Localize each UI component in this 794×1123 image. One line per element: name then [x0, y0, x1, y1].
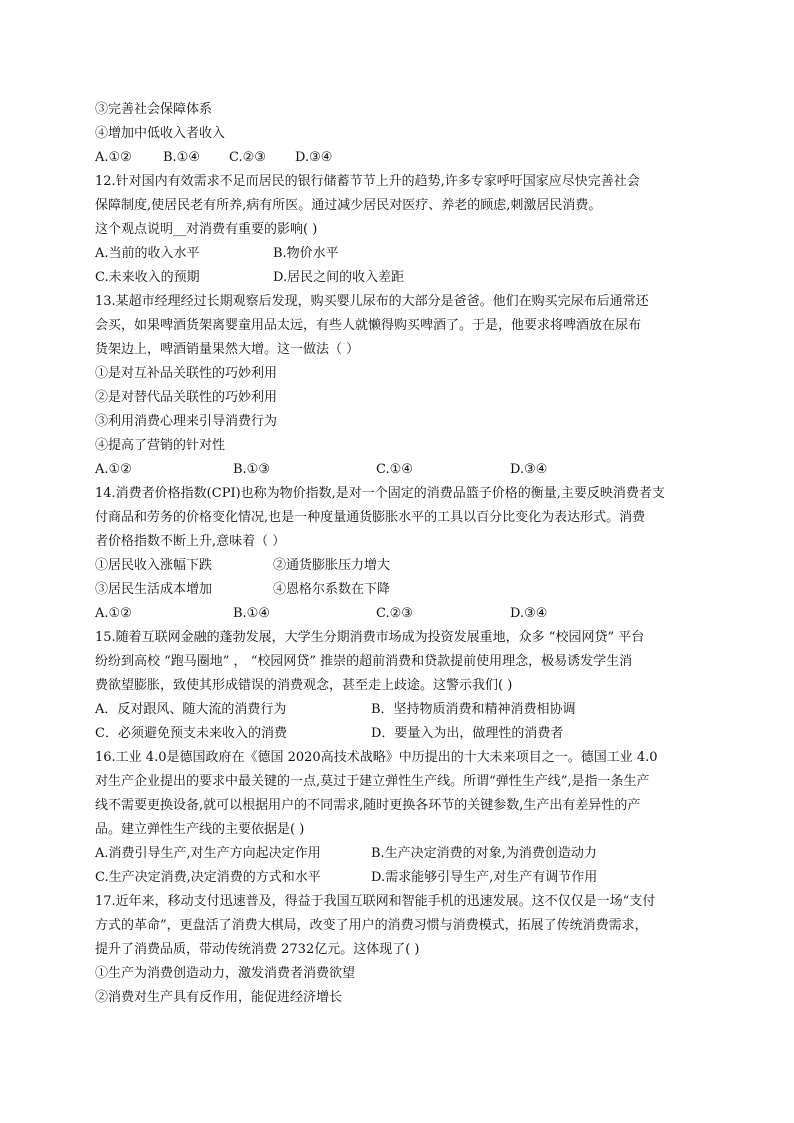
- question-15: 15.随着互联网金融的蓬勃发展，大学生分期消费市场成为投资发展重地，众多 “校园网贷” 平台: [95, 630, 645, 645]
- option: D.需求能够引导生产,对生产有调节作用: [371, 870, 598, 885]
- option: B.①③: [233, 462, 270, 477]
- text-line: ②是对替代品关联性的巧妙利用: [95, 390, 278, 405]
- text-line: 纷纷到高校 “跑马圈地” ， “校园网贷” 推崇的超前消费和贷款提前使用理念，极易诱发学生消: [95, 654, 633, 669]
- option: A.①②: [95, 606, 132, 621]
- text-line: 这个观点说明__对消费有重要的影响( ): [95, 222, 318, 237]
- question-13: 13.某超市经理经过长期观察后发现，购买婴儿尿布的大部分是爸爸。他们在购买完尿布后通常还: [95, 294, 649, 309]
- option: D．要量入为出，做理性的消费者: [371, 726, 564, 741]
- option: ④恩格尔系数在下降: [273, 582, 391, 597]
- text-line: ①生产为消费创造动力，激发消费者消费欲望: [95, 966, 356, 981]
- option: D.③④: [510, 462, 548, 477]
- option: ③居民生活成本增加: [95, 582, 213, 597]
- option: D.③④: [510, 606, 548, 621]
- option: B.物价水平: [273, 246, 339, 261]
- option: C.未来收入的预期: [95, 270, 200, 285]
- option: C.①④: [376, 462, 413, 477]
- option: ①居民收入涨幅下跌: [95, 558, 213, 573]
- text-line: 线不需要更换设备,就可以根据用户的不同需求,随时更换各环节的关键参数,生产出有差异性的产: [95, 798, 641, 813]
- text-line: ③利用消费心理来引导消费行为: [95, 414, 278, 429]
- text-line: ④增加中低收入者收入: [95, 126, 226, 141]
- text-line: 提升了消费品质，带动传统消费 2732亿元。这体现了( ): [95, 942, 420, 957]
- text-line: 保障制度,使居民老有所养,病有所医。通过减少居民对医疗、养老的顾虑,刺激居民消费。: [95, 198, 602, 213]
- option: B．坚持物质消费和精神消费相协调: [371, 702, 576, 717]
- text-line: ①是对互补品关联性的巧妙利用: [95, 366, 278, 381]
- option: A．反对跟风、随大流的消费行为: [95, 702, 287, 717]
- option: A.当前的收入水平: [95, 246, 200, 261]
- option: B.①④: [233, 606, 270, 621]
- question-17: 17.近年来，移动支付迅速普及，得益于我国互联网和智能手机的迅速发展。这不仅仅是一场“支付: [95, 894, 656, 909]
- text-line: 会买，如果啤酒货架离婴童用品太远，有些人就懒得购买啤酒了。于是，他要求将啤酒放在尿布: [95, 318, 642, 333]
- option: C.生产决定消费,决定消费的方式和水平: [95, 870, 321, 885]
- option: A.消费引导生产,对生产方向起决定作用: [95, 846, 321, 861]
- text-line: 者价格指数不断上升,意味着（ ）: [95, 534, 286, 549]
- option: B.生产决定消费的对象,为消费创造动力: [371, 846, 597, 861]
- option: C.②③: [376, 606, 413, 621]
- option: A.①②: [95, 462, 132, 477]
- option: D.③④: [295, 150, 333, 165]
- option: C.②③: [229, 150, 266, 165]
- text-line: 货架边上，啤酒销量果然大增。这一做法（ ）: [95, 342, 360, 357]
- text-line: 对生产企业提出的要求中最关键的一点,莫过于建立弹性生产线。所谓“弹性生产线”,是指一条生产: [95, 774, 650, 789]
- question-14: 14.消费者价格指数(CPI)也称为物价指数,是对一个固定的消费品篮子价格的衡量,主要反映消费者支: [95, 486, 665, 501]
- text-line: ④提高了营销的针对性: [95, 438, 226, 453]
- text-line: 方式的革命”，更盘活了消费大棋局，改变了用户的消费习惯与消费模式，拓展了传统消费需求，: [95, 918, 648, 933]
- option: B.①④: [163, 150, 200, 165]
- option: D.居民之间的收入差距: [273, 270, 405, 285]
- text-line: 费欲望膨胀，致使其形成错误的消费观念，甚至走上歧途。这警示我们( ): [95, 678, 513, 693]
- text-line: ③完善社会保障体系: [95, 102, 213, 117]
- text-line: ②消费对生产具有反作用，能促进经济增长: [95, 990, 343, 1005]
- option: ②通货膨胀压力增大: [273, 558, 391, 573]
- option: A.①②: [95, 150, 132, 165]
- text-line: 付商品和劳务的价格变化情况,也是一种度量通货膨胀水平的工具以百分比变化为表达形式。消费: [95, 510, 646, 525]
- question-16: 16.工业 4.0是德国政府在《德国 2020高技术战略》中历提出的十大未来项目之一。德国工业 4.0: [95, 750, 658, 765]
- question-12: 12.针对国内有效需求不足而居民的银行储蓄节节上升的趋势,许多专家呼吁国家应尽快完善社会: [95, 174, 640, 189]
- text-line: 品。建立弹性生产线的主要依据是( ): [95, 822, 305, 837]
- option: C．必须避免预支未来收入的消费: [95, 726, 287, 741]
